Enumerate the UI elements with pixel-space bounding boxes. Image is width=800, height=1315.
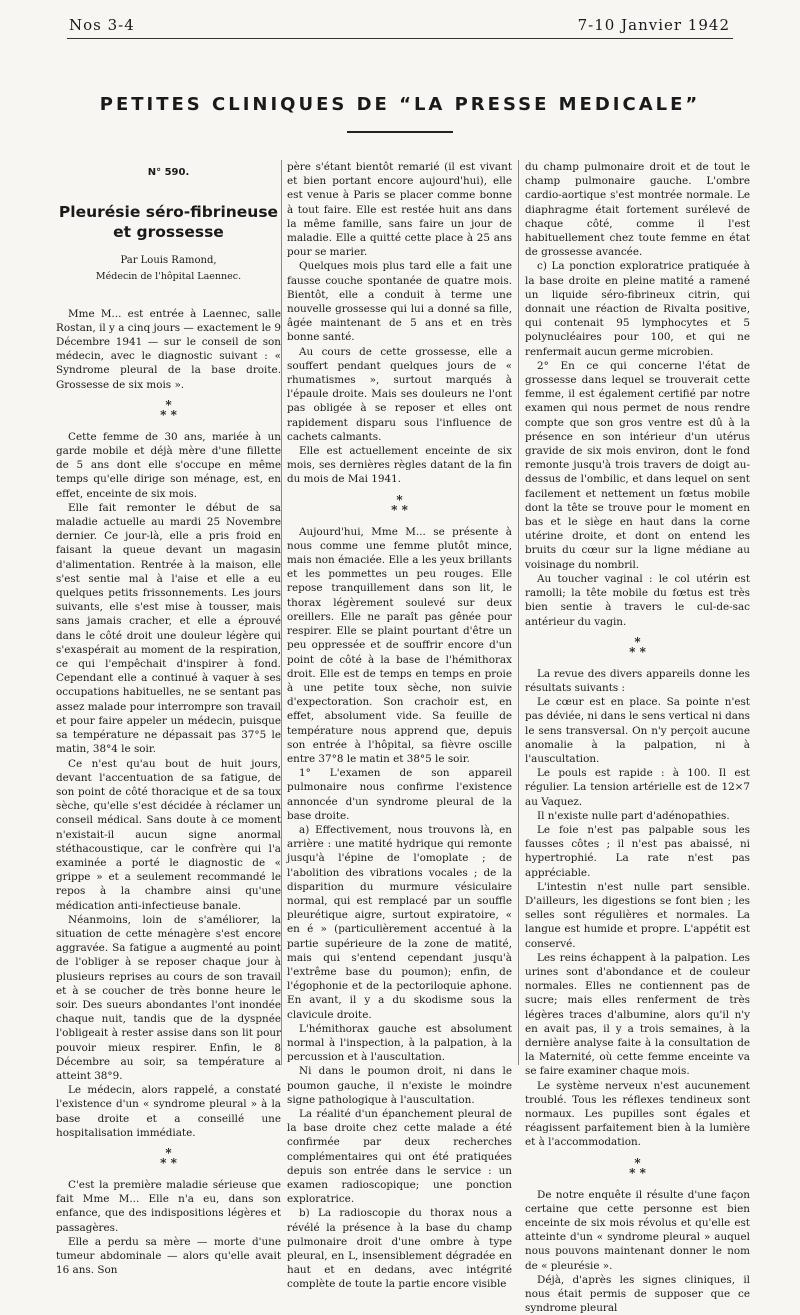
author-affiliation: Médecin de l'hôpital Laennec. (95, 271, 242, 283)
paragraph: Le cœur est en place. Sa pointe n'est pas déviée, ni dans le sens vertical ni dans le sens transversal. On n'y perçoit aucune anomalie à la palpation, ni à l'auscultation. (525, 696, 750, 765)
issue-date: 7-10 Janvier 1942 (577, 16, 730, 34)
paragraph: père s'étant bientôt remarié (il est vivant et bien portant encore aujourd'hui), elle est venue à Paris se placer comme bonne à tout faire. Elle est restée huit ans dans la même famille, sans faire un jour de maladie. Elle a quitté cette place à 25 ans pour se marier. (287, 161, 512, 259)
section-separator: * * * (391, 492, 408, 517)
paragraph: Le médecin, alors rappelé, a constaté l'existence d'un « syndrome pleural » à la base droite et a conseillé une hospitalisation immédiate. (56, 1084, 281, 1139)
paragraph: Elle fait remonter le début de sa maladie actuelle au mardi 25 Novembre dernier. Ce jour-là, elle a pris froid en faisant la queue devant un magasin d'alimentation. Rentrée à la maison, elle s'est sentie mal à l'aise et elle a eu quelques petits frissonnements. Les jours suivants, elle s'est mise à tousser, mais sans jamais cracher, et elle a éprouvé dans le côté droit une douleur légère qui s'exaspérait au moment de la respiration, ce qui l'empêchait d'inspirer à fond. Cependant elle a continué à vaquer à ses occupations habituelles, ne se sentant pas assez malade pour interrompre son travail et pour faire appeler un médecin, puisque sa température ne dépassait pas 37°5 le matin, 38°4 le soir. (56, 501, 281, 756)
paragraph: Le foie n'est pas palpable sous les fausses côtes ; il n'est pas abaissé, ni hypertrophié. La rate n'est pas appréciable. (525, 823, 750, 879)
paragraph: a) Effectivement, nous trouvons là, en arrière : une matité hydrique qui remonte jusqu'à l'épine de l'omoplate ; de l'abolition des vibrations vocales ; de la disparition du murmure vésiculaire normal, qui est remplacé par un souffle pleurétique aigre, surtout expiratoire, « en é » (particulièrement accentué à la partie supérieure de la zone de matité, mais qui s'entend cependant jusqu'à l'extrême base du poumon); enfin, de l'égophonie et de la pectoriloquie aphone. En avant, il y a du skodisme sous la clavicule droite. (287, 823, 512, 1021)
paragraph: Déjà, d'après les signes cliniques, il nous était permis de supposer que ce syndrome pleural (525, 1273, 750, 1315)
paragraph: du champ pulmonaire droit et de tout le champ pulmonaire gauche. L'ombre cardio-aortique s'est montrée normale. Le diaphragme était fortement surélevé de chaque côté, comme il l'est habituellement chez toute femme en état de grossesse avancée. (525, 161, 750, 259)
paragraph: Le système nerveux n'est aucunement troublé. Tous les réflexes tendineux sont normaux. Les pupilles sont égales et réagissent parfaitement bien à la lumière et à l'accommodation. (525, 1079, 750, 1149)
article-title (56, 202, 281, 242)
article-title-line2: et grossesse (113, 223, 224, 242)
paragraph: De notre enquête il résulte d'une façon certaine que cette personne est bien enceinte de six mois révolus et qu'elle est atteinte d'un « syndrome pleural » auquel nous pouvons maintenant donner le nom de « pleurésie ». (525, 1188, 750, 1272)
paragraph: b) La radioscopie du thorax nous a révélé la présence à la base du champ pulmonaire droit d'une ombre à type pleural, en L, insensiblement dégradée en haut et en dedans, avec intégrité complète de toute la partie encore visible (287, 1207, 512, 1291)
paragraph: 2° En ce qui concerne l'état de grossesse dans lequel se trouverait cette femme, il est également certifié par notre examen qui nous permet de nous rendre compte que son gros ventre est dû à la présence en son intérieur d'un utérus gravide de six mois environ, dont le fond remonte jusqu'à trois travers de doigt au-dessus de l'ombilic, et dans lequel on sent facilement et nettement un fœtus mobile dont la tête se trouve pour le moment en bas et le siège en haut dans la corne utérine droite, et dont on entend les bruits du cœur sur la ligne médiane au voisinage du nombril. (525, 359, 750, 571)
paragraph: Ni dans le poumon droit, ni dans le poumon gauche, il n'existe le moindre signe pathologique à l'auscultation. (287, 1065, 512, 1106)
paragraph: La revue des divers appareils donne les résultats suivants : (525, 667, 750, 694)
issue-number: Nos 3-4 (69, 16, 135, 34)
paragraph: Au cours de cette grossesse, elle a souffert pendant quelques jours de « rhumatismes », surtout marqués à l'épaule droite. Mais ses douleurs ne l'ont pas obligée à se reposer et elles ont rapidement disparu sous l'influence de cachets calmants. (287, 345, 512, 443)
paragraph: Néanmoins, loin de s'améliorer, la situation de cette ménagère s'est encore aggravée. Sa fatigue a augmenté au point de l'obliger à se reposer chaque jour à plusieurs reprises au cours de son travail et à se coucher de très bonne heure le soir. Des sueurs abondantes l'ont inondée chaque nuit, tandis que de la dyspnée l'obligeait à rester assise dans son lit pour pouvoir mieux respirer. Enfin, le 8 Décembre au soir, sa température a atteint 38°9. (56, 913, 281, 1082)
paragraph: Cette femme de 30 ans, mariée à un garde mobile et déjà mère d'une fillette de 5 ans dont elle s'occupe en même temps qu'elle dirige son ménage, est, en effet, enceinte de six mois. (56, 430, 281, 500)
section-separator: * * * (160, 1145, 177, 1170)
article-title-line1: Pleurésie séro-fibrineuse (58, 203, 279, 222)
column-3 (525, 160, 750, 1315)
section-separator: * * * (160, 397, 177, 422)
header-rule (67, 38, 733, 39)
paragraph: Ce n'est qu'au bout de huit jours, devant l'accentuation de sa fatigue, de son point de côté thoracique et de sa toux sèche, qu'elle s'est décidée à réclamer un conseil médical. Sans doute à ce moment n'existait-il aucun signe anormal stéthacoustique, car le confrère qui l'a examinée a porté le diagnostic de « grippe » et a seulement recommandé le repos à la chambre ainsi qu'une médication anti-infectieuse banale. (56, 757, 281, 912)
column-divider-1 (281, 160, 282, 1065)
paragraph: 1° L'examen de son appareil pulmonaire nous confirme l'existence annoncée d'un syndrome pleural de la base droite. (287, 767, 512, 822)
article-number: N° 590. (147, 167, 190, 178)
paragraph: Aujourd'hui, Mme M... se présente à nous comme une femme plutôt mince, mais non émaciée. Elle a les yeux brillants et les pommettes un peu rouges. Elle repose tranquillement dans son lit, le thorax légèrement soulevé sur deux oreillers. Elle ne paraît pas gênée pour respirer. Elle se plaint pourtant d'être un peu oppressée et de souffrir encore d'un point de côté à la base de l'hémithorax droit. Elle est de temps en temps en proie à une petite toux sèche, non suivie d'expectoration. Son crachoir est, en effet, absolument vide. Sa feuille de température nous apprend que, depuis son entrée à l'hôpital, sa fièvre oscille entre 37°8 le matin et 38°5 le soir. (287, 525, 512, 765)
section-separator: * * * (629, 634, 646, 659)
paragraph: Au toucher vaginal : le col utérin est ramolli; la tête mobile du fœtus est très bien sentie à travers le cul-de-sac antérieur du vagin. (525, 572, 750, 628)
paragraph: L'intestin n'est nulle part sensible. D'ailleurs, les digestions se font bien ; les selles sont régulières et normales. La langue est humide et propre. L'appétit est conservé. (525, 880, 750, 950)
paragraph: Il n'existe nulle part d'adénopathies. (537, 809, 730, 822)
section-banner: PETITES CLINIQUES DE “LA PRESSE MEDICALE” (99, 94, 701, 115)
paragraph: Elle est actuellement enceinte de six mois, ses dernières règles datant de la fin du mois de Mai 1941. (287, 445, 512, 486)
paragraph: La réalité d'un épanchement pleural de la base droite chez cette malade a été confirmée par deux recherches complémentaires qui ont été pratiquées depuis son entrée dans le service : un examen radioscopique; une ponction exploratrice. (287, 1108, 512, 1206)
column-2 (287, 160, 512, 1291)
banner-rule (347, 131, 453, 133)
paragraph: Les reins échappent à la palpation. Les urines sont d'abondance et de couleur normales. Elles ne contiennent pas de sucre; mais elles renferment de très légères traces d'albumine, alors qu'il n'y en avait pas, il y a trois semaines, à la dernière analyse faite à la consultation de la Maternité, où cette femme enceinte va se faire examiner chaque mois. (525, 951, 750, 1078)
paragraph: C'est la première maladie sérieuse que fait Mme M... Elle n'a eu, dans son enfance, que des indispositions légères et passagères. (56, 1178, 281, 1234)
article-byline: Par Louis Ramond, (120, 255, 217, 267)
paragraph: Elle a perdu sa mère — morte d'une tumeur abdominale — alors qu'elle avait 16 ans. Son (56, 1235, 281, 1277)
column-1 (56, 162, 281, 1277)
paragraph: Mme M... est entrée à Laennec, salle Rostan, il y a cinq jours — exactement le 9 Décembre 1941 — sur le conseil de son médecin, avec le diagnostic suivant : « Syndrome pleural de la base droite. Grossesse de six mois ». (56, 307, 281, 391)
paragraph: Le pouls est rapide : à 100. Il est régulier. La tension artérielle est de 12×7 au Vaquez. (525, 767, 750, 808)
paragraph: Quelques mois plus tard elle a fait une fausse couche spontanée de quatre mois. Bientôt, elle a conduit à terme une nouvelle grossesse qui lui a donné sa fille, âgée maintenant de 5 ans et en très bonne santé. (287, 260, 512, 344)
paragraph: L'hémithorax gauche est absolument normal à l'inspection, à la palpation, à la percussion et à l'auscultation. (287, 1022, 512, 1064)
section-separator: * * * (629, 1155, 646, 1180)
paragraph: c) La ponction exploratrice pratiquée à la base droite en pleine matité a ramené un liquide séro-fibrineux citrin, qui donnait une réaction de Rivalta positive, qui contenait 95 lymphocytes et 5 polynucléaires pour 100, et qui ne renfermait aucun germe microbien. (525, 260, 750, 358)
column-divider-2 (518, 160, 519, 1065)
